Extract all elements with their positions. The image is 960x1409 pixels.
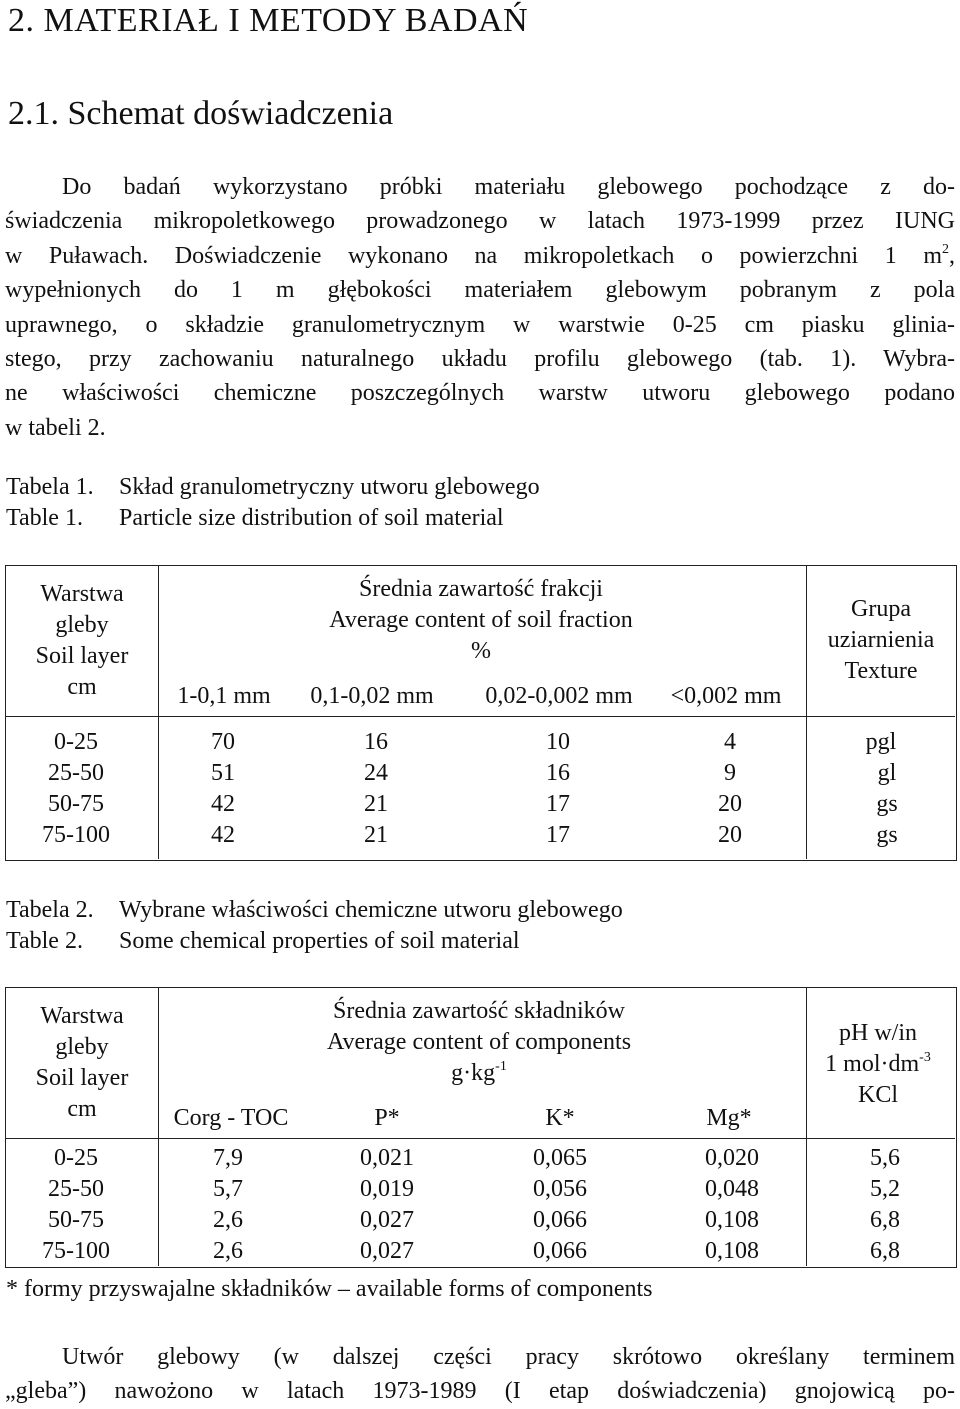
layer-header: Soil layer	[35, 1065, 129, 1091]
table-cell: 70	[211, 729, 235, 755]
paragraph-line: wypełnionych do 1 m głębokości materiałem glebowym pobranym z pola	[5, 277, 955, 304]
table-cell: pgl	[865, 729, 897, 755]
table-cell: gs	[876, 791, 898, 817]
table1-caption-pl: Tabela 1. Skład granulometryczny utworu glebowego	[6, 474, 540, 500]
paragraph-line: w tabeli 2.	[5, 414, 106, 441]
ph-header: KCl	[857, 1082, 899, 1108]
table-cell: 75-100	[42, 1238, 110, 1264]
layer-header: Warstwa	[40, 581, 124, 607]
group-header: Średnia zawartość frakcji	[359, 576, 603, 602]
table-cell: 16	[364, 729, 388, 755]
fraction-header: 1-0,1 mm	[177, 683, 271, 709]
table-cell: 42	[211, 791, 235, 817]
table-cell: 0-25	[54, 729, 98, 755]
table1	[5, 565, 957, 861]
paragraph-line: „gleba”) nawożono w latach 1973-1989 (I etap doświadczenia) gnojowicą po-	[5, 1378, 955, 1405]
table-cell: 5,6	[870, 1145, 900, 1171]
texture-header: uziarnienia	[827, 627, 935, 653]
table-cell: 21	[364, 822, 388, 848]
table2	[5, 987, 957, 1268]
group-header: %	[471, 638, 491, 664]
table-cell: 0,108	[705, 1207, 759, 1233]
table1-caption-en: Table 1. Particle size distribution of soil material	[6, 505, 504, 531]
section-heading: 2. MATERIAŁ I METODY BADAŃ	[8, 2, 529, 39]
paragraph-line: uprawnego, o składzie granulometrycznym w warstwie 0-25 cm piasku glinia-	[5, 311, 955, 338]
table-cell: 2,6	[213, 1238, 243, 1264]
table-cell: 0,027	[360, 1238, 414, 1264]
layer-header: Warstwa	[40, 1003, 124, 1029]
table-cell: gs	[876, 822, 898, 848]
table-cell: 0-25	[54, 1145, 98, 1171]
table-cell: 0,048	[705, 1176, 759, 1202]
table-cell: 0,027	[360, 1207, 414, 1233]
table2-footnote: * formy przyswajalne składników – available forms of components	[6, 1276, 653, 1302]
ph-header: 1 $mol\cdot dm^{-3}$	[825, 1050, 931, 1077]
table-cell: 0,019	[360, 1176, 414, 1202]
layer-header: Soil layer	[35, 643, 129, 669]
table-cell: 24	[364, 760, 388, 786]
table-cell: 0,065	[533, 1145, 587, 1171]
table-cell: 25-50	[48, 1176, 104, 1202]
table-cell: 9	[724, 760, 736, 786]
table-cell: 0,108	[705, 1238, 759, 1264]
texture-header: Grupa	[851, 596, 911, 622]
table-cell: 5,7	[213, 1176, 243, 1202]
table-cell: 0,021	[360, 1145, 414, 1171]
ph-header: pH w/in	[839, 1020, 917, 1046]
layer-header: cm	[67, 674, 97, 700]
table-cell: 42	[211, 822, 235, 848]
table-cell: 10	[546, 729, 570, 755]
table-cell: 0,066	[533, 1238, 587, 1264]
component-header: P*	[374, 1105, 400, 1131]
table-cell: 75-100	[42, 822, 110, 848]
table-cell: 17	[546, 791, 570, 817]
table-cell: 25-50	[48, 760, 104, 786]
paragraph-line: świadczenia mikropoletkowego prowadzonego w latach 1973-1999 przez IUNG	[5, 208, 955, 235]
group-header: Średnia zawartość składników	[333, 998, 625, 1024]
component-header: Corg - TOC	[173, 1105, 289, 1131]
table-cell: 2,6	[213, 1207, 243, 1233]
table2-caption-en: Table 2. Some chemical properties of soil material	[6, 928, 520, 954]
fraction-header: <0,002 mm	[670, 683, 782, 709]
fraction-header: 0,1-0,02 mm	[310, 683, 434, 709]
table-cell: 0,066	[533, 1207, 587, 1233]
paragraph-line: Do badań wykorzystano próbki materiału glebowego pochodzące z do-	[62, 174, 955, 200]
component-header: K*	[545, 1105, 575, 1131]
table-cell: 20	[718, 822, 742, 848]
table-cell: 16	[546, 760, 570, 786]
table-cell: 5,2	[870, 1176, 900, 1202]
layer-header: cm	[67, 1096, 97, 1122]
paragraph-line: w Puławach. Doświadczenie wykonano na mikropoletkach o powierzchni 1 $m^2$,	[5, 241, 955, 269]
table-cell: 20	[718, 791, 742, 817]
table-cell: 6,8	[870, 1207, 900, 1233]
table-cell: 50-75	[48, 791, 104, 817]
intro-paragraph	[5, 170, 955, 445]
layer-header: gleby	[55, 1034, 109, 1060]
table-cell: 6,8	[870, 1238, 900, 1264]
group-header: Average content of soil fraction	[329, 607, 633, 633]
paragraph-line: Utwór glebowy (w dalszej części pracy skrótowo określany terminem	[62, 1344, 955, 1370]
table-cell: 21	[364, 791, 388, 817]
table-cell: 50-75	[48, 1207, 104, 1233]
closing-paragraph	[5, 1340, 955, 1409]
component-header: Mg*	[706, 1105, 752, 1131]
table-cell: 4	[724, 729, 736, 755]
paragraph-line: stego, przy zachowaniu naturalnego układu profilu glebowego (tab. 1). Wybra-	[5, 345, 955, 372]
table-cell: gl	[877, 760, 897, 786]
fraction-header: 0,02-0,002 mm	[485, 683, 633, 709]
subsection-heading: 2.1. Schemat doświadczenia	[8, 95, 394, 132]
unit-header: $g\cdot kg^{-1}$	[451, 1059, 507, 1086]
table-cell: 7,9	[213, 1145, 243, 1171]
table-cell: 51	[211, 760, 235, 786]
table2-caption-pl: Tabela 2. Wybrane właściwości chemiczne utworu glebowego	[6, 897, 623, 923]
table-cell: 0,056	[533, 1176, 587, 1202]
layer-header: gleby	[55, 612, 109, 638]
group-header: Average content of components	[326, 1029, 632, 1055]
table-cell: 17	[546, 822, 570, 848]
texture-header: Texture	[844, 658, 918, 684]
paragraph-line: ne właściwości chemiczne poszczególnych warstw utworu glebowego podano	[5, 380, 955, 407]
table-cell: 0,020	[705, 1145, 759, 1171]
